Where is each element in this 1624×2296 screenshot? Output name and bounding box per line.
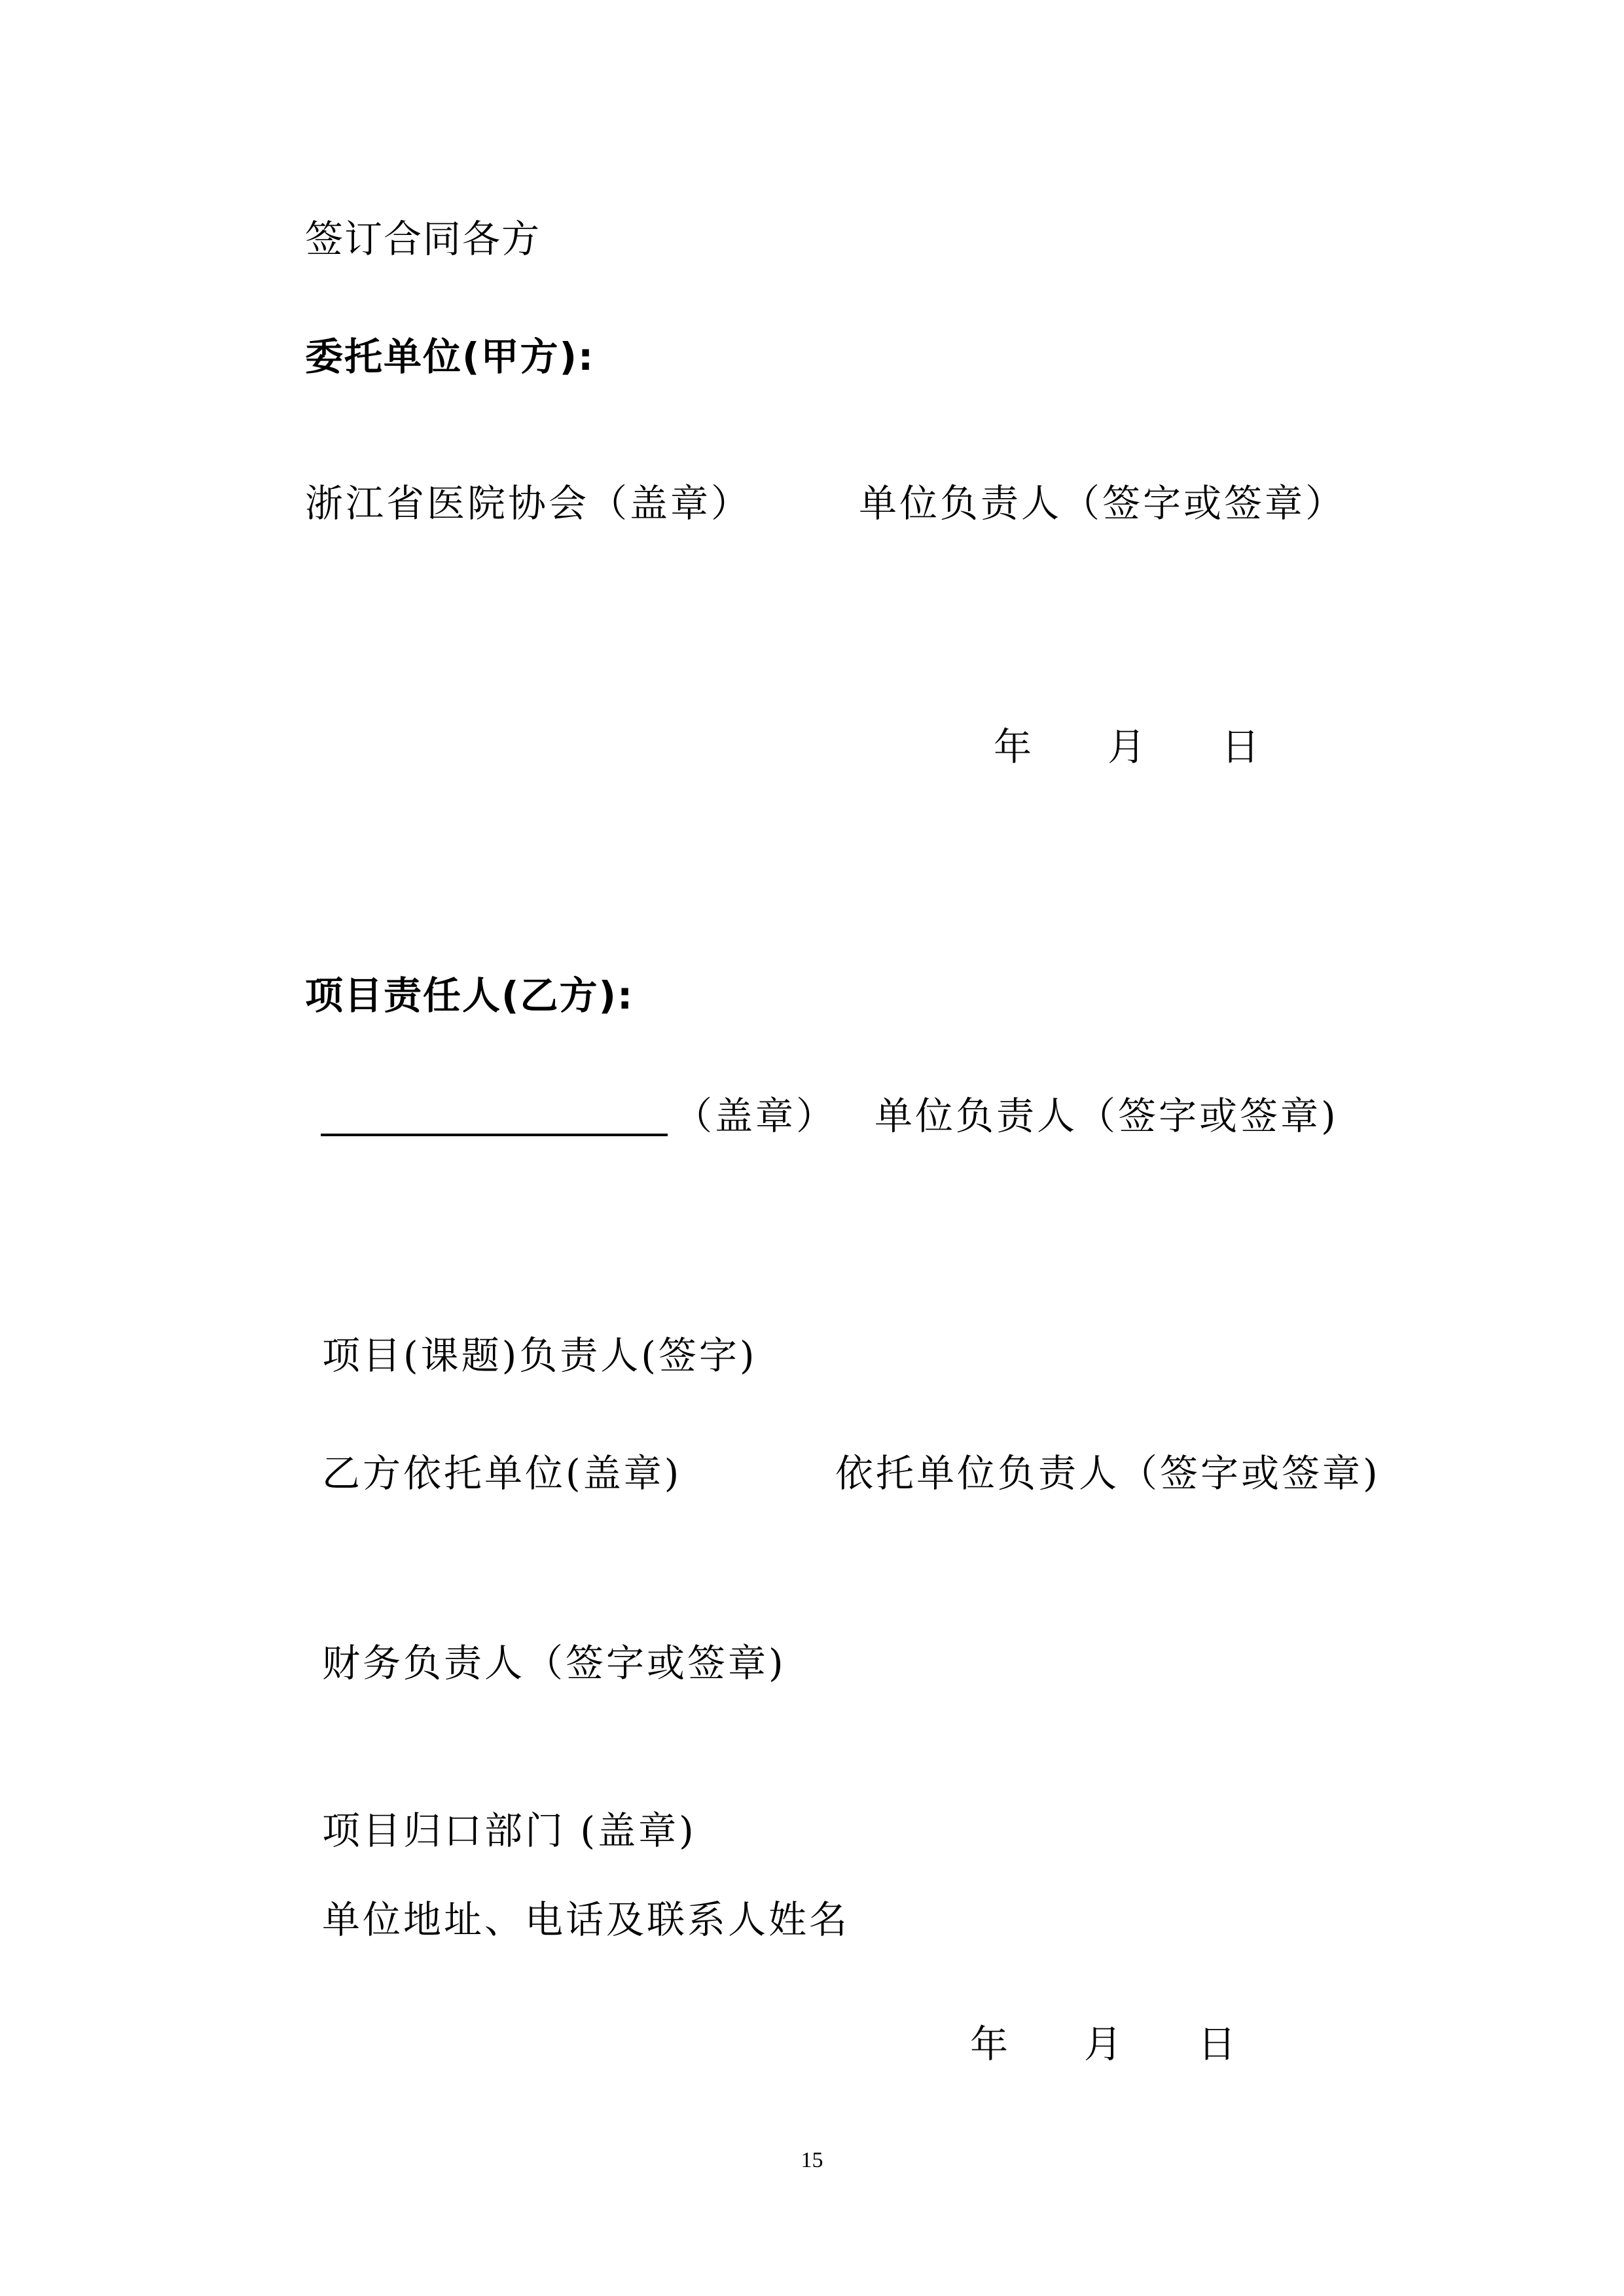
party-a-date-month: 月 [1108, 725, 1146, 769]
party-b-label: 项目责任人(乙方): [305, 973, 634, 1018]
party-a-leader-signature: 单位负责人（签字或签章） [859, 481, 1346, 526]
party-b-date-month: 月 [1084, 2022, 1123, 2066]
party-a-org-seal: 浙江省医院协会（盖章） [305, 481, 752, 526]
project-leader-signature: 项目(课题)负责人(签字) [322, 1333, 757, 1378]
finance-leader-signature: 财务负责人（签字或签章) [322, 1641, 786, 1685]
project-department-seal: 项目归口部门 (盖章) [322, 1808, 696, 1853]
page-number: 15 [801, 2148, 823, 2172]
host-unit-leader-signature: 依托单位负责人（签字或签章) [835, 1451, 1380, 1496]
party-b-seal: （盖章） [674, 1094, 837, 1138]
party-b-leader-signature: 单位负责人（签字或签章) [875, 1094, 1339, 1138]
party-a-date-day: 日 [1221, 725, 1260, 769]
party-b-date-day: 日 [1198, 2022, 1236, 2066]
party-a-label: 委托单位(甲方): [305, 334, 595, 379]
party-b-date-year: 年 [970, 2022, 1009, 2066]
contact-info: 单位地址、电话及联系人姓名 [322, 1897, 850, 1942]
section-heading: 签订合同各方 [305, 217, 541, 261]
party-a-date-year: 年 [994, 725, 1032, 769]
party-b-name-blank [321, 1134, 668, 1136]
host-unit-seal: 乙方依托单位(盖章) [322, 1451, 682, 1496]
